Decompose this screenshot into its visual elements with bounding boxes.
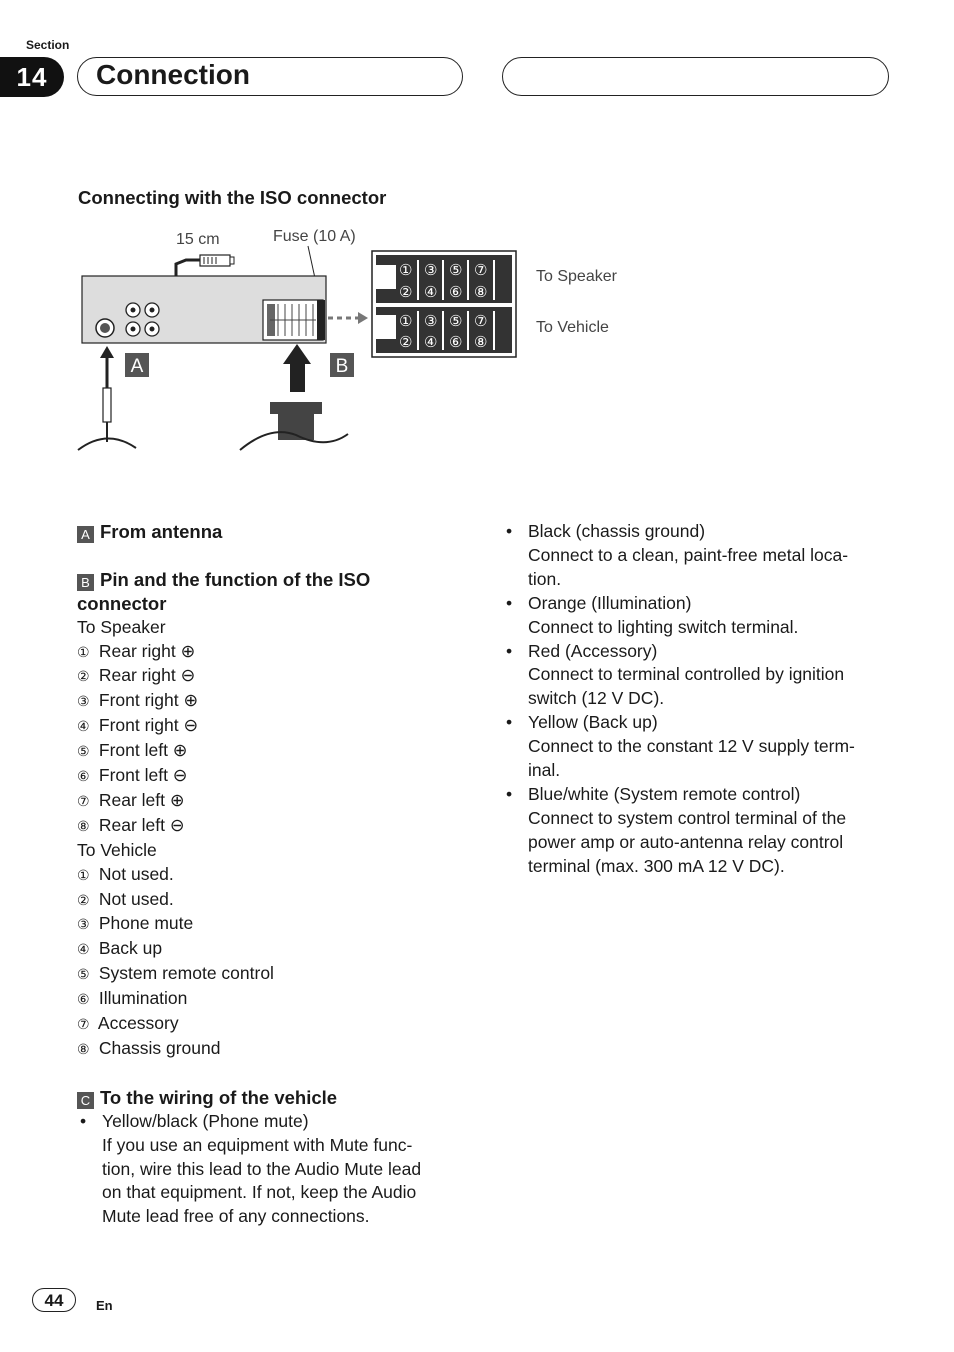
body-line: If you use an equipment with Mute func- [102, 1134, 413, 1155]
body-line: terminal (max. 300 mA 12 V DC). [528, 855, 785, 876]
body-line: tion. [528, 568, 562, 589]
body-line: inal. [528, 760, 561, 781]
antenna-plug [103, 388, 111, 422]
bullet-item: • Yellow/black (Phone mute) [77, 1110, 467, 1134]
list-item: ⑥ Illumination [77, 988, 188, 1009]
svg-text:⑤: ⑤ [449, 313, 463, 330]
body-line: on that equipment. If not, keep the Audio [102, 1182, 417, 1203]
tag-a: A [77, 526, 94, 543]
section-label: Section [26, 38, 70, 52]
section-b-heading: B Pin and the function of the ISO [77, 568, 467, 592]
section-a-heading: A From antenna [77, 520, 467, 544]
cable-length-label: 15 cm [176, 231, 220, 248]
body-line: Connect to the constant 12 V supply term- [528, 736, 855, 757]
page-number: 44 [32, 1288, 76, 1312]
svg-text:①: ① [399, 262, 413, 279]
list-item: ① Not used. [77, 863, 174, 884]
list-item: ① Rear right ⊕ [77, 640, 196, 661]
body-line: Connect to system control terminal of the [528, 807, 847, 828]
svg-text:⑦: ⑦ [474, 262, 488, 279]
list-item: ③ Front right ⊕ [77, 690, 199, 711]
body-line: tion, wire this lead to the Audio Mute lead [102, 1158, 422, 1179]
list-item: ⑥ Front left ⊖ [77, 765, 188, 786]
language-label: En [96, 1298, 113, 1313]
bullet-item: • Red (Accessory) [503, 640, 903, 664]
bullet-item: • Orange (Illumination) [503, 592, 903, 616]
svg-text:⑦: ⑦ [474, 313, 488, 330]
tag-b: B [77, 574, 94, 591]
bullet-item: • Black (chassis ground) [503, 520, 903, 544]
vehicle-heading: To Vehicle [77, 839, 157, 860]
fuse-label: Fuse (10 A) [273, 228, 356, 245]
list-item: ③ Phone mute [77, 913, 194, 934]
left-column [77, 520, 467, 1229]
list-item: ② Not used. [77, 888, 174, 909]
vehicle-connector [270, 402, 322, 414]
svg-text:⑤: ⑤ [449, 262, 463, 279]
svg-text:①: ① [399, 313, 413, 330]
svg-text:B: B [335, 356, 349, 377]
svg-text:⑧: ⑧ [474, 284, 488, 301]
body-line: Connect to a clean, paint-free metal loca- [528, 544, 849, 565]
body-line: power amp or auto-antenna relay control [528, 831, 844, 852]
right-column [503, 520, 903, 879]
to-speaker-label: To Speaker [536, 268, 617, 285]
svg-text:A: A [130, 356, 144, 377]
bullet-item: • Blue/white (System remote control) [503, 783, 903, 807]
body-line: Connect to lighting switch terminal. [528, 616, 799, 637]
svg-text:⑧: ⑧ [474, 334, 488, 351]
speaker-heading: To Speaker [77, 616, 166, 637]
section-number-badge: 14 [0, 57, 64, 97]
bullet-item: • Yellow (Back up) [503, 711, 903, 735]
subheading: Connecting with the ISO connector [78, 187, 387, 208]
section-c-heading: C To the wiring of the vehicle [77, 1086, 467, 1110]
list-item: ⑧ Chassis ground [77, 1038, 221, 1059]
list-item: ⑤ System remote control [77, 963, 274, 984]
svg-text:⑥: ⑥ [449, 334, 463, 351]
svg-text:④: ④ [424, 284, 438, 301]
list-item: ⑤ Front left ⊕ [77, 740, 188, 761]
svg-text:②: ② [399, 334, 413, 351]
list-item: ⑧ Rear left ⊖ [77, 814, 185, 835]
to-vehicle-label: To Vehicle [536, 319, 609, 336]
list-item: ⑦ Accessory [77, 1013, 179, 1034]
iso-connector-diagram [70, 220, 650, 460]
svg-text:③: ③ [424, 262, 438, 279]
svg-text:⑥: ⑥ [449, 284, 463, 301]
page-title: Connection [96, 59, 250, 90]
connector-arrow [290, 362, 305, 392]
section-b-heading-cont: connector [77, 592, 167, 614]
body-line: switch (12 V DC). [528, 688, 665, 709]
header-right-frame [502, 57, 889, 96]
list-item: ④ Back up [77, 938, 163, 959]
body-line: Mute lead free of any connections. [102, 1206, 370, 1227]
svg-text:②: ② [399, 284, 413, 301]
svg-text:③: ③ [424, 313, 438, 330]
tag-c: C [77, 1092, 94, 1109]
list-item: ④ Front right ⊖ [77, 715, 199, 736]
svg-text:④: ④ [424, 334, 438, 351]
list-item: ② Rear right ⊖ [77, 665, 196, 686]
body-line: Connect to terminal controlled by ignition [528, 664, 845, 685]
list-item: ⑦ Rear left ⊕ [77, 789, 185, 810]
